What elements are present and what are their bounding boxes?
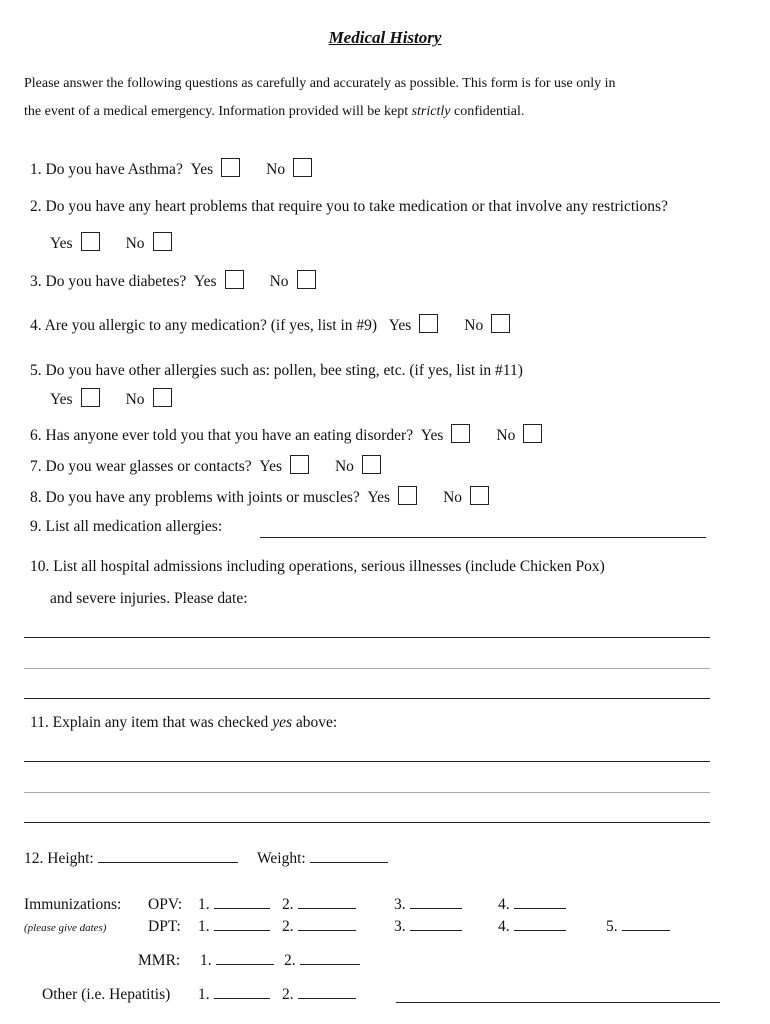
- dpt-dose-4: [498, 918, 566, 936]
- dose-number: 2.: [282, 918, 294, 935]
- height-field[interactable]: [98, 861, 238, 863]
- weight-field[interactable]: [310, 861, 388, 863]
- question-10-label: 10. List all hospital admissions including operations, serious illnesses (include Chicken Pox): [30, 558, 605, 575]
- question-11-label: [30, 714, 337, 732]
- yes-label: Yes: [388, 317, 412, 334]
- dose-number: 5.: [606, 918, 618, 935]
- intro-emphasis: strictly: [411, 104, 451, 119]
- no-label: No: [496, 427, 516, 444]
- q6-yes-checkbox[interactable]: [451, 424, 470, 443]
- intro-text-end: confidential.: [450, 104, 525, 119]
- q9-answer-line[interactable]: [260, 537, 706, 538]
- other-dose-2: [282, 986, 356, 1004]
- intro-line-2: [24, 104, 524, 120]
- q2-yes-checkbox[interactable]: [81, 232, 100, 251]
- dpt-date-2[interactable]: [298, 929, 356, 931]
- q11-text: 11. Explain any item that was checked: [30, 714, 273, 731]
- intro-text: the event of a medical emergency. Information provided will be kept: [24, 104, 412, 119]
- no-label: No: [125, 235, 145, 252]
- yes-label: Yes: [194, 273, 217, 290]
- height-label: 12. Height:: [24, 850, 94, 867]
- dose-number: 1.: [198, 986, 210, 1003]
- q11-answer-line-1[interactable]: [24, 761, 710, 762]
- other-name-line[interactable]: [396, 1002, 720, 1003]
- mmr-date-2[interactable]: [300, 963, 360, 965]
- no-label: No: [443, 489, 463, 506]
- please-give-dates-note: (please give dates): [24, 922, 107, 934]
- opv-dose-2: [282, 896, 356, 914]
- dose-number: 2.: [284, 952, 296, 969]
- mmr-label: MMR:: [138, 952, 181, 969]
- dose-number: 4.: [498, 896, 510, 913]
- q11-answer-line-3[interactable]: [24, 822, 710, 823]
- q11-text-end: above:: [291, 714, 338, 731]
- opv-date-2[interactable]: [298, 907, 356, 909]
- question-6: [30, 424, 542, 445]
- other-date-1[interactable]: [214, 997, 270, 999]
- dpt-dose-2: [282, 918, 356, 936]
- question-7-label: 7. Do you wear glasses or contacts?: [30, 458, 252, 475]
- question-4: [30, 314, 510, 335]
- other-date-2[interactable]: [298, 997, 356, 999]
- dose-number: 3.: [394, 896, 406, 913]
- q5-no-checkbox[interactable]: [153, 388, 172, 407]
- dpt-date-1[interactable]: [214, 929, 270, 931]
- opv-dose-1: [198, 896, 270, 914]
- q6-no-checkbox[interactable]: [523, 424, 542, 443]
- yes-label: Yes: [420, 427, 444, 444]
- q8-yes-checkbox[interactable]: [398, 486, 417, 505]
- opv-dose-4: [498, 896, 566, 914]
- no-label: No: [464, 317, 484, 334]
- yes-label: Yes: [190, 161, 214, 178]
- q3-no-checkbox[interactable]: [297, 270, 316, 289]
- yes-label: Yes: [259, 458, 282, 475]
- q10-answer-line-2[interactable]: [24, 668, 710, 669]
- q1-no-checkbox[interactable]: [293, 158, 312, 177]
- mmr-dose-1: [200, 952, 274, 970]
- dpt-dose-1: [198, 918, 270, 936]
- question-9-label: 9. List all medication allergies:: [30, 518, 223, 535]
- question-8: [30, 486, 489, 507]
- question-2-options: [50, 232, 172, 253]
- dpt-dose-5: [606, 918, 670, 936]
- opv-date-4[interactable]: [514, 907, 566, 909]
- question-5-label: 5. Do you have other allergies such as: pollen, bee sting, etc. (if yes, list in #11): [30, 362, 523, 379]
- dose-number: 4.: [498, 918, 510, 935]
- dpt-label: DPT:: [148, 918, 181, 935]
- opv-date-3[interactable]: [410, 907, 462, 909]
- dose-number: 1.: [198, 918, 210, 935]
- q11-answer-line-2[interactable]: [24, 792, 710, 793]
- yes-label: Yes: [367, 489, 391, 506]
- dpt-date-3[interactable]: [410, 929, 462, 931]
- page-title: Medical History: [328, 28, 442, 47]
- question-1: [30, 158, 312, 179]
- dose-number: 1.: [200, 952, 212, 969]
- yes-label: Yes: [50, 235, 73, 252]
- no-label: No: [266, 161, 286, 178]
- q7-no-checkbox[interactable]: [362, 455, 381, 474]
- q8-no-checkbox[interactable]: [470, 486, 489, 505]
- question-8-label: 8. Do you have any problems with joints or muscles?: [30, 489, 360, 506]
- opv-date-1[interactable]: [214, 907, 270, 909]
- question-12: [24, 850, 388, 868]
- other-dose-1: [198, 986, 270, 1004]
- immunizations-label: Immunizations:: [24, 896, 122, 913]
- q10-answer-line-1[interactable]: [24, 637, 710, 638]
- weight-label: Weight:: [257, 850, 306, 867]
- no-label: No: [269, 273, 289, 290]
- dose-number: 2.: [282, 986, 294, 1003]
- yes-label: Yes: [50, 391, 73, 408]
- question-7: [30, 455, 381, 476]
- q11-emphasis: yes: [272, 714, 292, 731]
- q3-yes-checkbox[interactable]: [225, 270, 244, 289]
- no-label: No: [334, 458, 354, 475]
- mmr-date-1[interactable]: [216, 963, 274, 965]
- question-2-label: 2. Do you have any heart problems that require you to take medication or that involve any restrictions?: [30, 198, 668, 215]
- question-6-label: 6. Has anyone ever told you that you have an eating disorder?: [30, 427, 414, 444]
- dpt-date-5[interactable]: [622, 929, 670, 931]
- q5-yes-checkbox[interactable]: [81, 388, 100, 407]
- question-10-label-2: and severe injuries. Please date:: [50, 590, 248, 607]
- question-4-label: 4. Are you allergic to any medication? (if yes, list in #9): [30, 317, 378, 334]
- q4-no-checkbox[interactable]: [491, 314, 510, 333]
- q1-yes-checkbox[interactable]: [221, 158, 240, 177]
- dpt-date-4[interactable]: [514, 929, 566, 931]
- question-5-options: [50, 388, 172, 409]
- q7-yes-checkbox[interactable]: [290, 455, 309, 474]
- opv-label: OPV:: [148, 896, 183, 913]
- dose-number: 3.: [394, 918, 406, 935]
- mmr-dose-2: [284, 952, 360, 970]
- question-3: [30, 270, 316, 291]
- opv-dose-3: [394, 896, 462, 914]
- no-label: No: [125, 391, 145, 408]
- intro-line-1: Please answer the following questions as carefully and accurately as possible. This form is for use only in: [24, 76, 616, 91]
- q10-answer-line-3[interactable]: [24, 698, 710, 699]
- q4-yes-checkbox[interactable]: [419, 314, 438, 333]
- question-1-label: 1. Do you have Asthma?: [30, 161, 183, 178]
- dose-number: 1.: [198, 896, 210, 913]
- dose-number: 2.: [282, 896, 294, 913]
- dpt-dose-3: [394, 918, 462, 936]
- q2-no-checkbox[interactable]: [153, 232, 172, 251]
- other-label: Other (i.e. Hepatitis): [42, 986, 171, 1003]
- question-3-label: 3. Do you have diabetes?: [30, 273, 187, 290]
